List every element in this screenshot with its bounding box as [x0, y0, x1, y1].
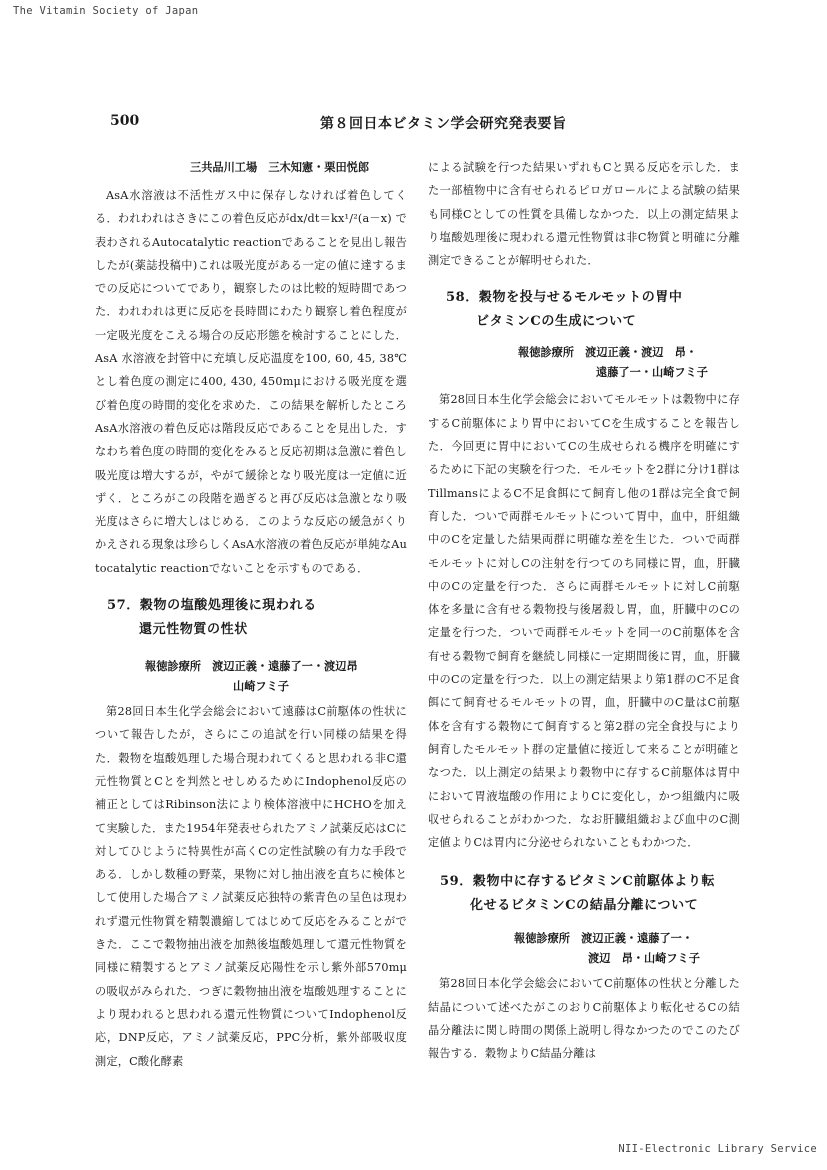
section-57-author-line1: 報徳診療所 渡辺正義・遠藤了一・渡辺昂 — [145, 659, 358, 674]
section-57-body-continued: による試験を行つた結果いずれもCと異る反応を示した．また一部植物中に含有せられるピロガロールによる試験の結果も同様Cとしての性質を具備しなかつた．以上の測定結果より塩酸処理後に現われる還元性物質は非C物質と明確に分離測定できることが解明せられた． — [428, 161, 740, 268]
section-59-author-line2: 渡辺 昂・山崎フミ子 — [588, 951, 700, 966]
section-57-authors — [95, 656, 407, 696]
section-59-authors — [428, 928, 740, 968]
right-column — [428, 156, 740, 1066]
section-57-author-line2: 山崎フミ子 — [233, 679, 289, 694]
section-58-authors — [428, 342, 740, 382]
watermark-top: The Vitamin Society of Japan — [13, 5, 199, 17]
section-58-heading — [428, 286, 740, 334]
section-59-heading — [428, 870, 740, 918]
watermark-bottom: NII-Electronic Library Service — [618, 1143, 817, 1155]
section-57-heading — [95, 594, 407, 642]
page-number: 500 — [110, 113, 140, 129]
section-58-author-line2: 遠藤了一・山崎フミ子 — [596, 365, 708, 380]
section-58-title-line1: 58．穀物を投与せるモルモットの胃中 — [446, 290, 683, 306]
section-59-title-line1: 59．穀物中に存するビタミンC前駆体より転 — [440, 874, 716, 890]
section-57-body: 第28回日本生化学会総会において遠藤はC前駆体の性状について報告したが，さらにこの追試を行い同様の結果を得た．穀物を塩酸処理した場合現われてくると思われる非C還元性物質とCとを判然とせしめるためにIndophenol反応の補正としてはRibinson法により検体溶液中にHCHOを加えて実験した．また1954年発表せられたアミノ試薬反応はCに対してひじように特異性が高くCの定性試験の有力な手段である．しかし数種の野菜，果物に対し抽出液を直ちに検体として使用した場合アミノ試薬反応独特の紫青色の呈色は現われず還元性物質を精製濃縮してはじめて反応をみることができた．ここで穀物抽出液を加熱後塩酸処理して還元性物質を同様に精製するとアミノ試薬反応陽性を示し紫外部570mμの吸収がみられた．つぎに穀物抽出液を塩酸処理することにより現われると思われる還元性物質についてIndophenol反応，DNP反応，アミノ試薬反応，PPC分析，紫外部吸収度測定，C酸化酵素 — [95, 705, 407, 1068]
prev-section-authors: 三共品川工場 三木知憲・栗田悦郎 — [190, 160, 370, 174]
section-59-body: 第28回日本化学会総会においてC前駆体の性状と分離した結晶について述べたがこのおりC前駆体より転化せるCの結晶分離法に関し時間の関係上説明し得なかつたのでこのたび報告する．穀物よりC結晶分離は — [428, 977, 740, 1061]
section-58-author-line1: 報徳診療所 渡辺正義・渡辺 昂・ — [518, 345, 698, 360]
section-58-body: 第28回日本生化学会総会においてモルモットは穀物中に存するC前駆体により胃中においてCを生成することを報告した．今回更に胃中においてCの生成せられる機序を明確にするために下記の実験を行つた．モルモットを2群に分け1群はTillmansによるC不足食餌にて飼育し他の1群は完全食で飼育した．ついで両群モルモットについて胃中，血中，肝組織中のCを定量した結果両群に明確な差を生じた．ついで両群モルモットに対しCの注射を行つてのち同様に胃，血，肝臓中のCの定量を行つた．さらに両群モルモットに対しC前駆体を多量に含有せる穀物投与後屠殺し胃，血，肝臓中のCの定量を行つた．ついで両群モルモットを同一のC前駆体を含有せる穀物で飼育を継続し同様に一定期間後に胃，血，肝臓中のCの定量を行つた．以上の測定結果より第1群のC不足食餌にて飼育せるモルモットの胃，血，肝臓中のC量はC前駆体を含有する穀物にて飼育すると第2群の完全食投与により飼育したモルモット群の定量値に接近して来ることが明確となつた．以上測定の結果より穀物中に存するC前駆体は胃中において胃液塩酸の作用によりCに変化し，かつ組織内に吸収せられることがわかつた．なお肝臓組織および血中のC測定値よりCは胃内に分泌せられないこともわかつた． — [428, 393, 740, 850]
page-header — [110, 113, 720, 133]
section-59-title-line2: 化せるビタミンCの結晶分離について — [470, 898, 699, 914]
left-column — [95, 156, 407, 1073]
prev-section-body: AsA水溶液は不活性ガス中に保存しなければ着色してくる．われわれはさきにこの着色反応がdx/dt＝kx¹/²(a－x) で表わされるAutocatalytic reactionであることを見出し報告したが(薬誌投稿中)これは吸光度がある一定の値に達するまでの反応についてであり，観察したのは比較的短時間であつた．われわれは更に反応を長時間にわたり観察し着色程度が一定吸光度をこえる場合の反応形態を検討することにした．AsA 水溶液を封管中に充填し反応温度を100, 60, 45, 38℃とし着色度の測定に400, 430, 450mμにおける吸光度を選び着色度の時間的変化を求めた．この結果を解析したところAsA水溶液の着色反応は階段反応であることを見出した．すなわち着色度の時間的変化をみると反応初期は急激に着色し吸光度は増大するが，やがて緩徐となり吸光度は一定値に近ずく．ところがこの段階を過ぎると再び反応は急激となり吸光度はさらに増大しはじめる．このような反応の緩急がくりかえされる現象は珍らしくAsA水溶液の着色反応が単純なAutocatalytic reactionでないことを示すものである． — [95, 189, 407, 575]
section-59-author-line1: 報徳診療所 渡辺正義・遠藤了一・ — [514, 931, 694, 946]
section-58-title-line2: ビタミンCの生成について — [476, 314, 637, 330]
section-57-title-line2: 還元性物質の性状 — [139, 622, 248, 638]
section-57-title-line1: 57．穀物の塩酸処理後に現われる — [107, 598, 317, 614]
journal-title: 第８回日本ビタミン学会研究発表要旨 — [320, 116, 567, 132]
